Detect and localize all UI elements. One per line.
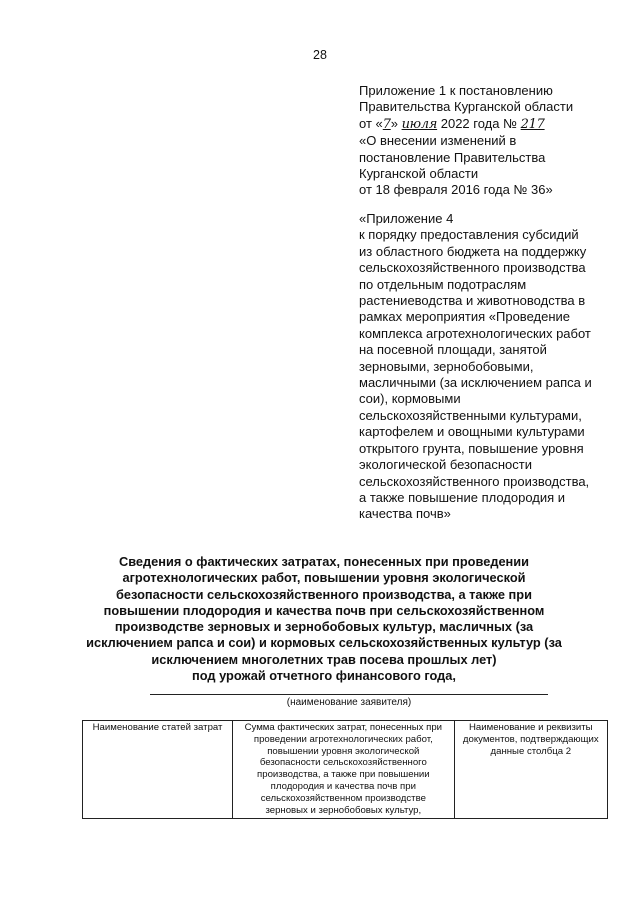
order-line: открытого грунта, повышение уровня: [359, 440, 584, 456]
order-line: качества почв»: [359, 506, 451, 522]
title-line: под урожай отчетного финансового года,: [192, 668, 456, 684]
order-line: сельскохозяйственного производства,: [359, 473, 590, 489]
handwritten-day: 7: [382, 116, 391, 132]
expenses-table: [82, 720, 608, 819]
order-line: а также повышение плодородия и: [359, 489, 566, 505]
order-line: к порядку предоставления субсидий: [359, 227, 579, 243]
date-year: 2022 года №: [440, 115, 518, 131]
appendix-line: от 18 февраля 2016 года № 36»: [359, 182, 553, 198]
header-line: данные столбца 2: [490, 745, 572, 757]
handwritten-number: 217: [520, 116, 545, 132]
order-line: растениеводства и животноводства в: [359, 293, 586, 309]
order-line: сельскохозяйственными культурами,: [359, 407, 582, 423]
title-line: Сведения о фактических затратах, понесенных при проведении: [118, 554, 530, 569]
order-line: на посевной площади, занятой: [359, 342, 547, 358]
order-line: зерновыми, зернобобовыми,: [359, 358, 534, 374]
order-line: «Приложение 4: [359, 211, 454, 226]
title-line: безопасности сельскохозяйственного производства, а также при: [116, 586, 532, 602]
header-line: зерновых и зернобобовых культур,: [265, 804, 422, 816]
applicant-name-line: [150, 694, 548, 695]
header-line: Наименование и реквизиты: [469, 722, 593, 733]
order-line: экологической безопасности: [359, 457, 532, 473]
order-line: рамках мероприятия «Проведение: [359, 309, 571, 325]
header-line: Наименование статей затрат: [92, 722, 223, 733]
header-line: Сумма фактических затрат, понесенных при: [244, 722, 443, 733]
header-line: документов, подтверждающих: [462, 733, 599, 745]
date-prefix: от «: [359, 115, 383, 131]
appendix-line: Правительства Курганской области: [359, 99, 574, 115]
order-line: по отдельным подотраслям: [359, 276, 527, 292]
appendix-line: «О внесении изменений в: [359, 133, 517, 149]
order-line: картофелем и овощными культурами: [359, 424, 585, 440]
title-line: исключением рапса и сои) и кормовых сельскохозяйственных культур (за: [86, 635, 562, 651]
order-line: сои), кормовыми: [359, 391, 461, 407]
header-line: плодородия и качества почв при: [270, 780, 416, 792]
page-number: 28: [313, 48, 327, 62]
appendix-line: Приложение 1 к постановлению: [359, 83, 553, 98]
order-line: из областного бюджета на поддержку: [359, 243, 587, 259]
header-line: сельскохозяйственном производстве: [260, 792, 426, 804]
date-mid: »: [390, 115, 398, 131]
title-line: агротехнологических работ, повышении уровня экологической: [122, 570, 526, 586]
column-header-documents: [454, 721, 607, 819]
appendix-date-line: [359, 116, 624, 133]
column-header-actual-costs: [233, 721, 455, 819]
appendix-header: [359, 83, 624, 199]
handwritten-month: июля: [401, 116, 438, 132]
appendix-line: Курганской области: [359, 166, 479, 182]
order-line: комплекса агротехнологических работ: [359, 325, 591, 341]
header-line: производства, а также при повышении: [257, 769, 430, 781]
title-line: производстве зерновых и зернобобовых культур, масличных (за: [114, 619, 534, 635]
header-line: повышении уровня экологической: [267, 745, 420, 757]
order-line: сельскохозяйственного производства: [359, 260, 586, 276]
applicant-caption: (наименование заявителя): [286, 697, 412, 708]
document-title: [74, 554, 574, 684]
appendix-order-reference: [359, 211, 619, 523]
header-line: безопасности сельскохозяйственного: [259, 757, 427, 769]
title-line: повышении плодородия и качества почв при сельскохозяйственном: [103, 602, 545, 618]
title-line: исключением многолетних трав посева прошлых лет): [151, 651, 497, 667]
table-header-row: [83, 721, 608, 819]
header-line: проведении агротехнологических работ,: [253, 733, 433, 745]
appendix-line: постановление Правительства: [359, 149, 546, 165]
order-line: масличными (за исключением рапса и: [359, 375, 592, 391]
column-header-expense-items: [83, 721, 233, 819]
